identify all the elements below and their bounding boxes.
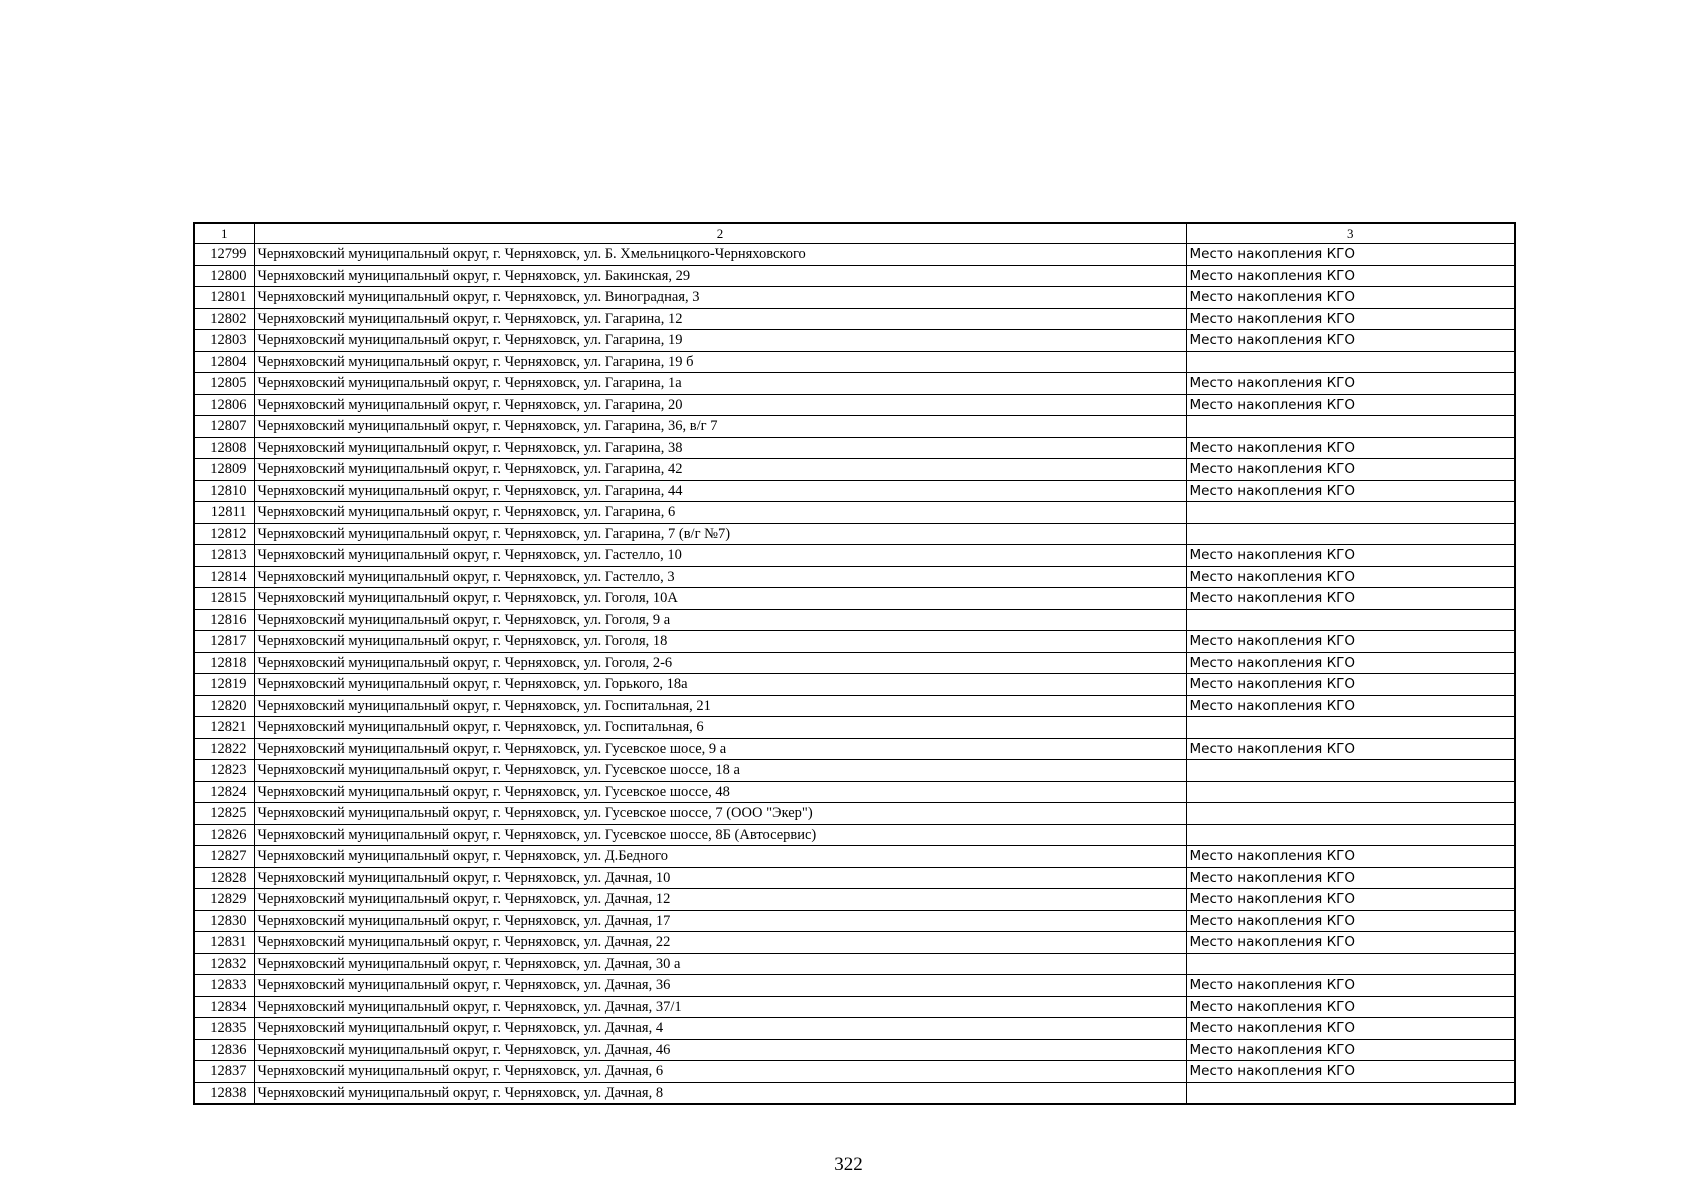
table-row bbox=[194, 932, 1515, 954]
row-site-type bbox=[1186, 351, 1515, 373]
row-number: 12801 bbox=[194, 287, 254, 309]
row-address: Черняховский муниципальный округ, г. Черняховск, ул. Гагарина, 36, в/г 7 bbox=[254, 416, 1186, 438]
row-address: Черняховский муниципальный округ, г. Черняховск, ул. Гусевское шоссе, 8Б (Автосервис) bbox=[254, 824, 1186, 846]
row-address: Черняховский муниципальный округ, г. Черняховск, ул. Дачная, 8 bbox=[254, 1082, 1186, 1104]
row-address: Черняховский муниципальный округ, г. Черняховск, ул. Гусевское шосе, 9 а bbox=[254, 738, 1186, 760]
row-site-type: Место накопления КГО bbox=[1186, 394, 1515, 416]
registry-table bbox=[193, 222, 1516, 1105]
row-address: Черняховский муниципальный округ, г. Черняховск, ул. Дачная, 22 bbox=[254, 932, 1186, 954]
row-site-type: Место накопления КГО bbox=[1186, 1018, 1515, 1040]
row-address: Черняховский муниципальный округ, г. Черняховск, ул. Гагарина, 7 (в/г №7) bbox=[254, 523, 1186, 545]
row-site-type: Место накопления КГО bbox=[1186, 308, 1515, 330]
row-site-type bbox=[1186, 609, 1515, 631]
row-site-type: Место накопления КГО bbox=[1186, 1061, 1515, 1083]
row-address: Черняховский муниципальный округ, г. Черняховск, ул. Гоголя, 10А bbox=[254, 588, 1186, 610]
row-site-type: Место накопления КГО bbox=[1186, 459, 1515, 481]
row-site-type bbox=[1186, 502, 1515, 524]
table-row bbox=[194, 588, 1515, 610]
table-row bbox=[194, 996, 1515, 1018]
page-number: 322 bbox=[834, 1154, 863, 1175]
row-number: 12821 bbox=[194, 717, 254, 739]
table-row bbox=[194, 330, 1515, 352]
table-row bbox=[194, 953, 1515, 975]
row-site-type bbox=[1186, 416, 1515, 438]
row-address: Черняховский муниципальный округ, г. Черняховск, ул. Гагарина, 19 б bbox=[254, 351, 1186, 373]
row-address: Черняховский муниципальный округ, г. Черняховск, ул. Госпитальная, 6 bbox=[254, 717, 1186, 739]
row-site-type: Место накопления КГО bbox=[1186, 373, 1515, 395]
row-number: 12825 bbox=[194, 803, 254, 825]
table-row bbox=[194, 631, 1515, 653]
row-number: 12809 bbox=[194, 459, 254, 481]
row-site-type bbox=[1186, 1082, 1515, 1104]
row-address: Черняховский муниципальный округ, г. Черняховск, ул. Д.Бедного bbox=[254, 846, 1186, 868]
row-number: 12828 bbox=[194, 867, 254, 889]
row-site-type: Место накопления КГО bbox=[1186, 695, 1515, 717]
row-number: 12822 bbox=[194, 738, 254, 760]
table-row bbox=[194, 609, 1515, 631]
row-address: Черняховский муниципальный округ, г. Черняховск, ул. Гусевское шоссе, 7 (ООО "Экер") bbox=[254, 803, 1186, 825]
row-number: 12810 bbox=[194, 480, 254, 502]
row-address: Черняховский муниципальный округ, г. Черняховск, ул. Гастелло, 3 bbox=[254, 566, 1186, 588]
table-row bbox=[194, 351, 1515, 373]
table-row bbox=[194, 480, 1515, 502]
row-number: 12820 bbox=[194, 695, 254, 717]
table-row bbox=[194, 523, 1515, 545]
row-site-type: Место накопления КГО bbox=[1186, 910, 1515, 932]
row-address: Черняховский муниципальный округ, г. Черняховск, ул. Гусевское шоссе, 48 bbox=[254, 781, 1186, 803]
table-row bbox=[194, 975, 1515, 997]
row-address: Черняховский муниципальный округ, г. Черняховск, ул. Госпитальная, 21 bbox=[254, 695, 1186, 717]
row-number: 12819 bbox=[194, 674, 254, 696]
header-col-3: 3 bbox=[1186, 223, 1515, 244]
table-row bbox=[194, 803, 1515, 825]
row-address: Черняховский муниципальный округ, г. Черняховск, ул. Дачная, 30 а bbox=[254, 953, 1186, 975]
table-row bbox=[194, 1018, 1515, 1040]
table-row bbox=[194, 287, 1515, 309]
row-number: 12836 bbox=[194, 1039, 254, 1061]
row-number: 12807 bbox=[194, 416, 254, 438]
table-row bbox=[194, 695, 1515, 717]
table-row bbox=[194, 265, 1515, 287]
row-number: 12834 bbox=[194, 996, 254, 1018]
row-address: Черняховский муниципальный округ, г. Черняховск, ул. Гагарина, 20 bbox=[254, 394, 1186, 416]
row-site-type: Место накопления КГО bbox=[1186, 846, 1515, 868]
row-number: 12818 bbox=[194, 652, 254, 674]
row-address: Черняховский муниципальный округ, г. Черняховск, ул. Гоголя, 18 bbox=[254, 631, 1186, 653]
row-address: Черняховский муниципальный округ, г. Черняховск, ул. Дачная, 6 bbox=[254, 1061, 1186, 1083]
row-number: 12837 bbox=[194, 1061, 254, 1083]
row-address: Черняховский муниципальный округ, г. Черняховск, ул. Гагарина, 6 bbox=[254, 502, 1186, 524]
row-number: 12802 bbox=[194, 308, 254, 330]
row-site-type: Место накопления КГО bbox=[1186, 889, 1515, 911]
table-row bbox=[194, 416, 1515, 438]
table-row bbox=[194, 1039, 1515, 1061]
table-row bbox=[194, 545, 1515, 567]
row-number: 12835 bbox=[194, 1018, 254, 1040]
table-row bbox=[194, 394, 1515, 416]
row-number: 12803 bbox=[194, 330, 254, 352]
row-site-type: Место накопления КГО bbox=[1186, 545, 1515, 567]
row-address: Черняховский муниципальный округ, г. Черняховск, ул. Бакинская, 29 bbox=[254, 265, 1186, 287]
row-number: 12829 bbox=[194, 889, 254, 911]
row-site-type bbox=[1186, 717, 1515, 739]
row-site-type: Место накопления КГО bbox=[1186, 480, 1515, 502]
table-row bbox=[194, 738, 1515, 760]
table-row bbox=[194, 889, 1515, 911]
row-number: 12799 bbox=[194, 244, 254, 266]
row-address: Черняховский муниципальный округ, г. Черняховск, ул. Гагарина, 44 bbox=[254, 480, 1186, 502]
table-row bbox=[194, 308, 1515, 330]
row-number: 12800 bbox=[194, 265, 254, 287]
row-site-type: Место накопления КГО bbox=[1186, 996, 1515, 1018]
row-address: Черняховский муниципальный округ, г. Черняховск, ул. Дачная, 4 bbox=[254, 1018, 1186, 1040]
table-row bbox=[194, 1061, 1515, 1083]
row-address: Черняховский муниципальный округ, г. Черняховск, ул. Гагарина, 12 bbox=[254, 308, 1186, 330]
header-col-2: 2 bbox=[254, 223, 1186, 244]
row-site-type: Место накопления КГО bbox=[1186, 1039, 1515, 1061]
row-site-type: Место накопления КГО bbox=[1186, 566, 1515, 588]
row-address: Черняховский муниципальный округ, г. Черняховск, ул. Гагарина, 19 bbox=[254, 330, 1186, 352]
row-number: 12804 bbox=[194, 351, 254, 373]
row-site-type: Место накопления КГО bbox=[1186, 652, 1515, 674]
row-address: Черняховский муниципальный округ, г. Черняховск, ул. Дачная, 17 bbox=[254, 910, 1186, 932]
row-address: Черняховский муниципальный округ, г. Черняховск, ул. Гусевское шоссе, 18 а bbox=[254, 760, 1186, 782]
table-row bbox=[194, 760, 1515, 782]
table-row bbox=[194, 674, 1515, 696]
row-site-type: Место накопления КГО bbox=[1186, 631, 1515, 653]
row-site-type: Место накопления КГО bbox=[1186, 437, 1515, 459]
row-site-type bbox=[1186, 760, 1515, 782]
row-number: 12814 bbox=[194, 566, 254, 588]
row-site-type: Место накопления КГО bbox=[1186, 244, 1515, 266]
table-row bbox=[194, 437, 1515, 459]
row-number: 12831 bbox=[194, 932, 254, 954]
row-address: Черняховский муниципальный округ, г. Черняховск, ул. Б. Хмельницкого-Черняховского bbox=[254, 244, 1186, 266]
row-site-type: Место накопления КГО bbox=[1186, 674, 1515, 696]
row-site-type: Место накопления КГО bbox=[1186, 867, 1515, 889]
row-address: Черняховский муниципальный округ, г. Черняховск, ул. Дачная, 37/1 bbox=[254, 996, 1186, 1018]
row-site-type: Место накопления КГО bbox=[1186, 738, 1515, 760]
header-col-1: 1 bbox=[194, 223, 254, 244]
table-header-row bbox=[194, 223, 1515, 244]
row-number: 12833 bbox=[194, 975, 254, 997]
registry-table-body bbox=[194, 223, 1515, 1104]
row-address: Черняховский муниципальный округ, г. Черняховск, ул. Гагарина, 38 bbox=[254, 437, 1186, 459]
row-number: 12823 bbox=[194, 760, 254, 782]
row-address: Черняховский муниципальный округ, г. Черняховск, ул. Дачная, 36 bbox=[254, 975, 1186, 997]
row-number: 12805 bbox=[194, 373, 254, 395]
row-number: 12811 bbox=[194, 502, 254, 524]
row-number: 12806 bbox=[194, 394, 254, 416]
table-row bbox=[194, 824, 1515, 846]
table-row bbox=[194, 1082, 1515, 1104]
row-number: 12816 bbox=[194, 609, 254, 631]
table-row bbox=[194, 373, 1515, 395]
row-address: Черняховский муниципальный округ, г. Черняховск, ул. Гагарина, 1а bbox=[254, 373, 1186, 395]
table-row bbox=[194, 652, 1515, 674]
row-number: 12838 bbox=[194, 1082, 254, 1104]
table-row bbox=[194, 846, 1515, 868]
table-row bbox=[194, 781, 1515, 803]
row-number: 12832 bbox=[194, 953, 254, 975]
row-number: 12826 bbox=[194, 824, 254, 846]
row-address: Черняховский муниципальный округ, г. Черняховск, ул. Дачная, 46 bbox=[254, 1039, 1186, 1061]
row-site-type: Место накопления КГО bbox=[1186, 330, 1515, 352]
row-number: 12813 bbox=[194, 545, 254, 567]
row-site-type: Место накопления КГО bbox=[1186, 932, 1515, 954]
row-number: 12830 bbox=[194, 910, 254, 932]
row-site-type: Место накопления КГО bbox=[1186, 588, 1515, 610]
row-address: Черняховский муниципальный округ, г. Черняховск, ул. Виноградная, 3 bbox=[254, 287, 1186, 309]
row-site-type bbox=[1186, 824, 1515, 846]
row-address: Черняховский муниципальный округ, г. Черняховск, ул. Гоголя, 2-6 bbox=[254, 652, 1186, 674]
table-row bbox=[194, 910, 1515, 932]
row-address: Черняховский муниципальный округ, г. Черняховск, ул. Горького, 18а bbox=[254, 674, 1186, 696]
row-number: 12812 bbox=[194, 523, 254, 545]
table-row bbox=[194, 867, 1515, 889]
row-number: 12817 bbox=[194, 631, 254, 653]
row-address: Черняховский муниципальный округ, г. Черняховск, ул. Гоголя, 9 а bbox=[254, 609, 1186, 631]
table-row bbox=[194, 717, 1515, 739]
row-address: Черняховский муниципальный округ, г. Черняховск, ул. Гагарина, 42 bbox=[254, 459, 1186, 481]
table-row bbox=[194, 502, 1515, 524]
row-site-type: Место накопления КГО bbox=[1186, 287, 1515, 309]
row-site-type bbox=[1186, 803, 1515, 825]
row-number: 12824 bbox=[194, 781, 254, 803]
table-row bbox=[194, 244, 1515, 266]
row-number: 12827 bbox=[194, 846, 254, 868]
row-site-type bbox=[1186, 523, 1515, 545]
row-address: Черняховский муниципальный округ, г. Черняховск, ул. Дачная, 10 bbox=[254, 867, 1186, 889]
table-row bbox=[194, 566, 1515, 588]
row-number: 12808 bbox=[194, 437, 254, 459]
row-number: 12815 bbox=[194, 588, 254, 610]
row-address: Черняховский муниципальный округ, г. Черняховск, ул. Дачная, 12 bbox=[254, 889, 1186, 911]
row-site-type: Место накопления КГО bbox=[1186, 975, 1515, 997]
row-address: Черняховский муниципальный округ, г. Черняховск, ул. Гастелло, 10 bbox=[254, 545, 1186, 567]
row-site-type bbox=[1186, 781, 1515, 803]
row-site-type: Место накопления КГО bbox=[1186, 265, 1515, 287]
table-row bbox=[194, 459, 1515, 481]
row-site-type bbox=[1186, 953, 1515, 975]
